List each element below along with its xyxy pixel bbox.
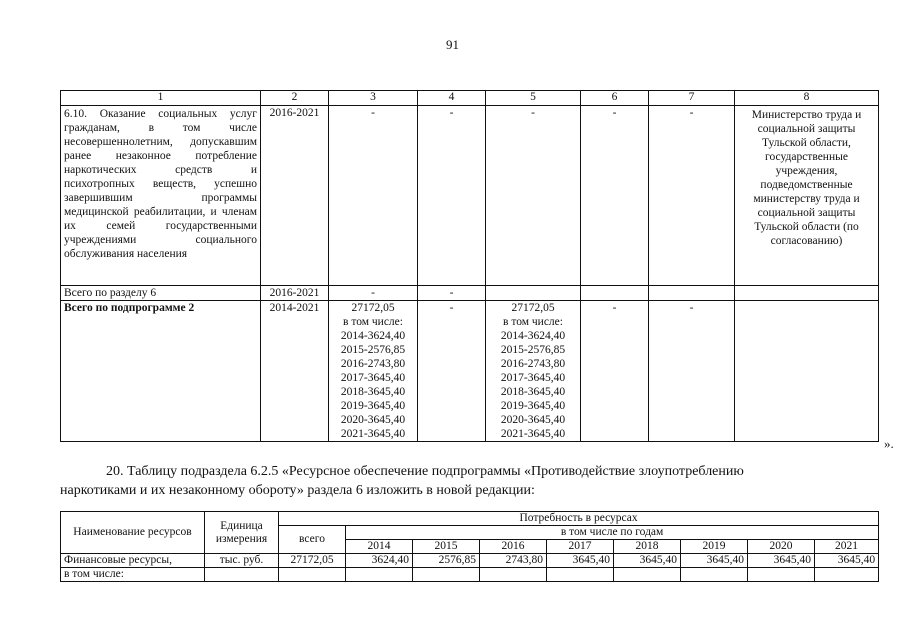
col-num-6: 6 (581, 91, 649, 106)
finance-total: 27172,05 (279, 554, 346, 568)
cell-c3: - (329, 106, 418, 286)
year-cell: 2015 (413, 540, 480, 554)
col-num-2: 2 (261, 91, 329, 106)
including-row (61, 568, 879, 582)
amount-line: 2015-2576,85 (500, 344, 566, 356)
header-resource-name: Наименование ресурсов (61, 512, 205, 554)
col-num-3: 3 (329, 91, 418, 106)
header-unit: Единица измерения (205, 512, 279, 554)
finance-value: 3645,40 (748, 554, 815, 568)
closing-quote: ». (884, 436, 894, 451)
finance-value: 2743,80 (480, 554, 547, 568)
finance-unit: тыс. руб. (205, 554, 279, 568)
measure-period: 2016-2021 (261, 106, 329, 286)
cell-c6: - (581, 106, 649, 286)
subprogram-c5-amounts (486, 301, 581, 442)
amount-line: 2014-3624,40 (340, 330, 406, 342)
amount-line: 2014-3624,40 (500, 330, 566, 342)
cell-c5: - (486, 106, 581, 286)
year-cell: 2020 (748, 540, 815, 554)
measures-table (60, 90, 879, 442)
subprogram-total-amounts (329, 301, 418, 442)
finance-value: 3645,40 (547, 554, 614, 568)
amount-line: 2017-3645,40 (340, 372, 406, 384)
amount-line: 2015-2576,85 (340, 344, 406, 356)
year-cell: 2014 (346, 540, 413, 554)
year-cell: 2019 (681, 540, 748, 554)
measure-executor: Министерство труда и социальной защиты Тульской области, государственные учреждения, подведомственные министерству труда и социальной защиты Тульской области (по согласованию) (735, 106, 879, 286)
finance-value: 2576,85 (413, 554, 480, 568)
year-cell: 2017 (547, 540, 614, 554)
year-cell: 2016 (480, 540, 547, 554)
amount-line: 2018-3645,40 (340, 386, 406, 398)
finance-value: 3645,40 (681, 554, 748, 568)
paragraph-line-1 (60, 462, 878, 481)
resource-table (60, 511, 879, 582)
amount-line: 27172,05 (511, 302, 555, 314)
table-row-section-total (61, 286, 879, 301)
paragraph-line-2: наркотиками и их незаконному обороту» раздела 6 изложить в новой редакции: (60, 483, 535, 498)
finance-row (61, 554, 879, 568)
measure-description: 6.10. Оказание социальных услуг гражданам, в том числе несовершеннолетним, допускавшим ранее незаконное потребление наркотических средств и психотропных веществ, успешно завершившим программы медицинской реабилитации, и членам их семей государственными учреждениями социального обслуживания населения (61, 106, 261, 286)
table-row-6-10 (61, 106, 879, 286)
amount-line: 2017-3645,40 (500, 372, 566, 384)
col-num-1: 1 (61, 91, 261, 106)
finance-value: 3645,40 (815, 554, 879, 568)
including-label: в том числе: (61, 568, 205, 582)
finance-value: 3645,40 (614, 554, 681, 568)
header-need: Потребность в ресурсах (279, 512, 879, 526)
column-number-row (61, 91, 879, 106)
paragraph-text-1: 20. Таблицу подраздела 6.2.5 «Ресурсное обеспечение подпрограммы «Противодействие злоупотреблению (106, 464, 744, 479)
subprogram-total-c4: - (418, 301, 486, 442)
header-total: всего (279, 526, 346, 554)
subprogram-total-label: Всего по подпрограмме 2 (61, 301, 261, 442)
amount-line: 2016-2743,80 (500, 358, 566, 370)
section-total-c3: - (329, 286, 418, 301)
col-num-5: 5 (486, 91, 581, 106)
amount-line: в том числе: (343, 316, 403, 328)
page-number: 91 (446, 37, 459, 52)
header-by-years: в том числе по годам (346, 526, 879, 540)
col-num-7: 7 (649, 91, 735, 106)
subprogram-total-period: 2014-2021 (261, 301, 329, 442)
amount-line: 2021-3645,40 (500, 428, 566, 440)
subprogram-total-c6: - (581, 301, 649, 442)
section-total-label: Всего по разделу 6 (61, 286, 261, 301)
subprogram-total-c7: - (649, 301, 735, 442)
amount-line: 2018-3645,40 (500, 386, 566, 398)
year-cell: 2021 (815, 540, 879, 554)
section-total-c4: - (418, 286, 486, 301)
amount-line: 2020-3645,40 (500, 414, 566, 426)
amount-line: в том числе: (503, 316, 563, 328)
section-total-period: 2016-2021 (261, 286, 329, 301)
table-row-subprogram-total (61, 301, 879, 442)
amount-line: 2020-3645,40 (340, 414, 406, 426)
finance-value: 3624,40 (346, 554, 413, 568)
amount-line: 2019-3645,40 (500, 400, 566, 412)
amount-line: 27172,05 (351, 302, 395, 314)
col-num-8: 8 (735, 91, 879, 106)
col-num-4: 4 (418, 91, 486, 106)
amount-line: 2021-3645,40 (340, 428, 406, 440)
year-cell: 2018 (614, 540, 681, 554)
cell-c7: - (649, 106, 735, 286)
cell-c4: - (418, 106, 486, 286)
finance-label: Финансовые ресурсы, (61, 554, 205, 568)
amount-line: 2019-3645,40 (340, 400, 406, 412)
amount-line: 2016-2743,80 (340, 358, 406, 370)
